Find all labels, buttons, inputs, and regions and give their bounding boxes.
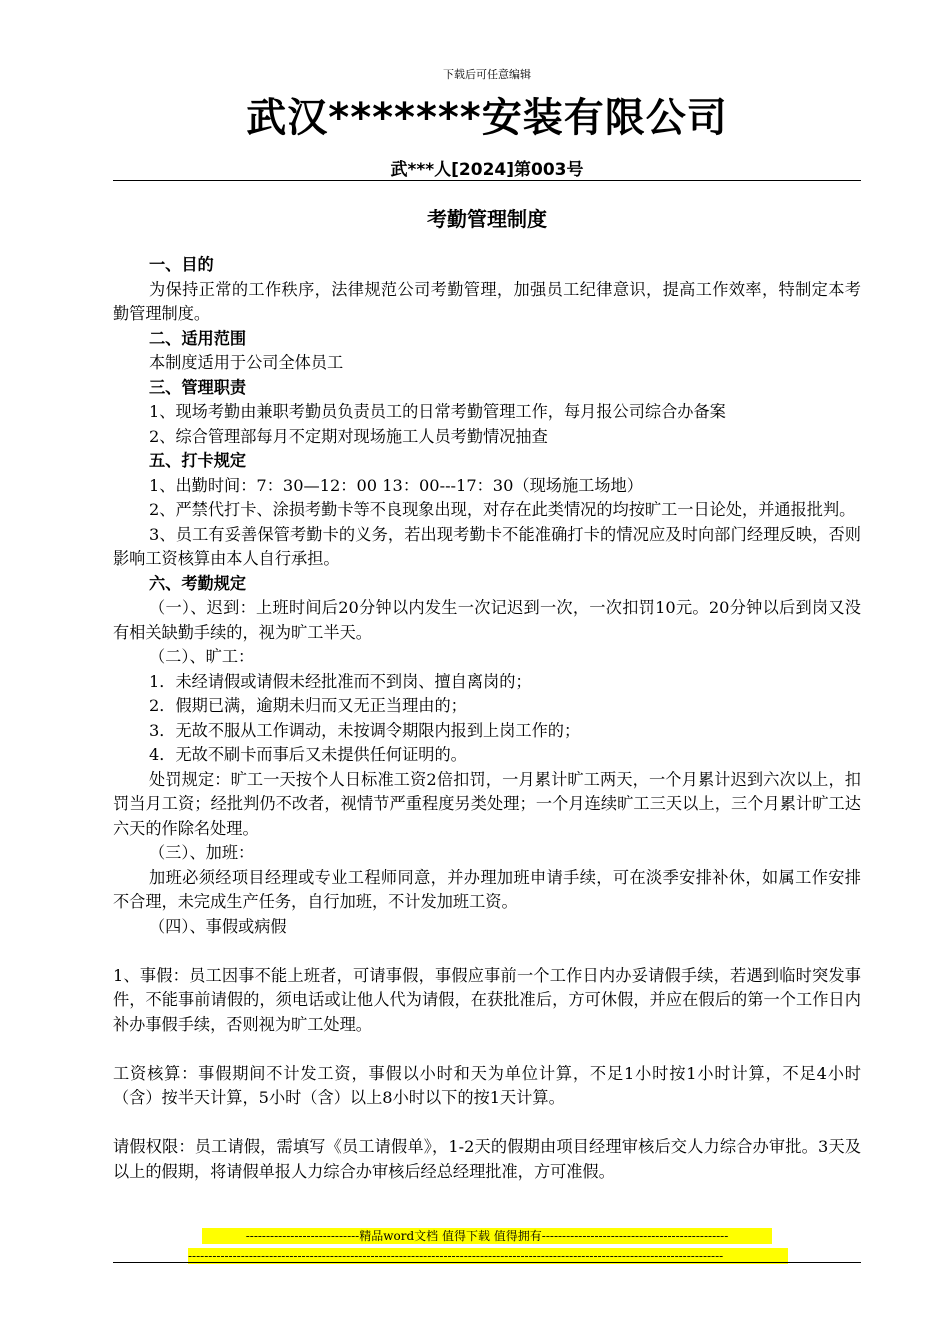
section-heading-duties: 三、管理职责 xyxy=(149,377,247,397)
footer-line: ----------------------------精品word文档 值得下载 值得拥有---------------------------------------------- xyxy=(202,1228,772,1244)
paragraph: 为保持正常的工作秩序，法律规范公司考勤管理，加强员工纪律意识，提高工作效率，特制定本考勤管理制度。 xyxy=(113,279,861,323)
paragraph: 本制度适用于公司全体员工 xyxy=(149,353,344,372)
list-item: 4．无故不刷卡而事后又未提供任何证明的。 xyxy=(149,745,467,764)
document-title: 考勤管理制度 xyxy=(427,207,547,231)
paragraph: 1、事假：员工因事不能上班者，可请事假，事假应事前一个工作日内办妥请假手续，若遇到临时突发事件，不能事前请假的，须电话或让他人代为请假，在获批准后，方可休假，并应在假后的第一个工作日内补办事假手续，否则视为旷工处理。 xyxy=(113,965,861,1034)
paragraph: 工资核算：事假期间不计发工资，事假以小时和天为单位计算，不足1小时按1小时计算，不足4小时（含）按半天计算，5小时（含）以上8小时以下的按1天计算。 xyxy=(113,1063,861,1107)
document-number: 武***人[2024]第003号 xyxy=(390,160,584,180)
spacer xyxy=(113,1037,861,1062)
list-item: 2、综合管理部每月不定期对现场施工人员考勤情况抽查 xyxy=(149,426,548,446)
spacer xyxy=(113,939,861,964)
footer-line: ------------------------------------------------------------------------------------------------------------------------------------ xyxy=(188,1248,788,1264)
section-heading-clock-in: 五、打卡规定 xyxy=(149,451,247,470)
subsection-heading: （四）、事假或病假 xyxy=(149,916,287,936)
top-note: 下载后可任意编辑 xyxy=(443,68,531,81)
section-heading-scope: 二、适用范围 xyxy=(149,328,247,348)
subsection-heading: （三）、加班： xyxy=(149,843,255,862)
list-item: 2、严禁代打卡、涂损考勤卡等不良现象出现，对存在此类情况的均按旷工一日论处，并通报批判。 xyxy=(149,500,856,519)
footer-divider xyxy=(113,1262,861,1263)
spacer xyxy=(113,1111,861,1136)
list-item: 1．未经请假或请假未经批准而不到岗、擅自离岗的； xyxy=(149,671,532,691)
paragraph: 处罚规定：旷工一天按个人日标准工资2倍扣罚，一月累计旷工两天，一个月累计迟到六次以上，扣罚当月工资；经批判仍不改者，视情节严重程度另类处理；一个月连续旷工三天以上，三个月累计旷工达六天的作除名处理。 xyxy=(113,769,861,838)
header-divider xyxy=(113,180,861,181)
list-item: 1、现场考勤由兼职考勤员负责员工的日常考勤管理工作，每月报公司综合办备案 xyxy=(149,402,726,421)
paragraph: 加班必须经项目经理或专业工程师同意，并办理加班申请手续，可在淡季安排补休，如属工作安排不合理，未完成生产任务，自行加班，不计发加班工资。 xyxy=(113,867,861,911)
paragraph: 请假权限：员工请假，需填写《员工请假单》，1-2天的假期由项目经理审核后交人力综合办审批。3天及以上的假期，将请假单报人力综合办审核后经总经理批准，方可准假。 xyxy=(113,1137,861,1181)
document-body xyxy=(113,253,861,1184)
section-heading-attendance: 六、考勤规定 xyxy=(149,573,247,593)
list-item: 1、出勤时间：7：30—12：00 13：00---17：30（现场施工场地） xyxy=(149,475,643,495)
paragraph: （一）、迟到：上班时间后20分钟以内发生一次记迟到一次，一次扣罚10元。20分钟以后到岗又没有相关缺勤手续的，视为旷工半天。 xyxy=(113,598,861,642)
list-item: 2．假期已满，逾期未归而又无正当理由的； xyxy=(149,696,467,715)
section-heading-purpose: 一、目的 xyxy=(149,255,214,274)
list-item: 3、员工有妥善保管考勤卡的义务，若出现考勤卡不能准确打卡的情况应及时向部门经理反映，否则影响工资核算由本人自行承担。 xyxy=(113,524,861,568)
list-item: 3．无故不服从工作调动，未按调令期限内报到上岗工作的； xyxy=(149,720,581,740)
subsection-heading: （二）、旷工： xyxy=(149,647,255,666)
company-name: 武汉*******安装有限公司 xyxy=(246,95,728,141)
